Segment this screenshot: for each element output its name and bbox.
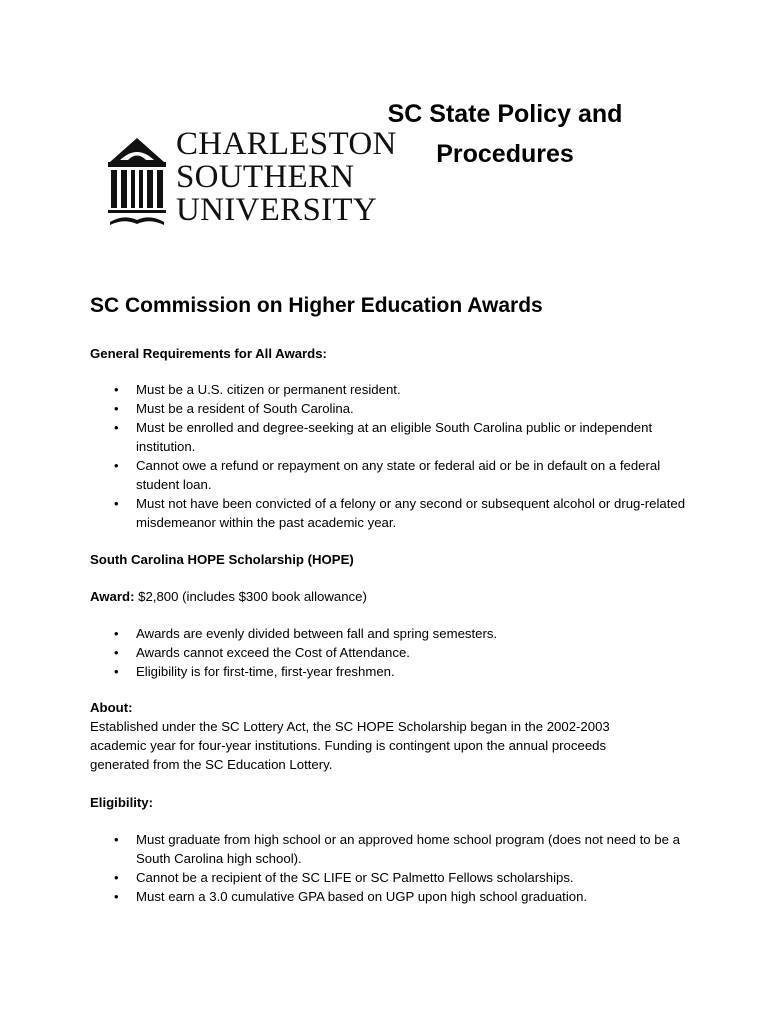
general-requirements-heading: General Requirements for All Awards: bbox=[90, 346, 327, 361]
university-logo bbox=[106, 126, 397, 232]
list-item: • Awards cannot exceed the Cost of Attendance. bbox=[90, 643, 690, 662]
list-item: • Must be a resident of South Carolina. bbox=[90, 399, 695, 418]
list-item: • Must be a U.S. citizen or permanent resident. bbox=[90, 380, 695, 399]
hope-heading: South Carolina HOPE Scholarship (HOPE) bbox=[90, 552, 354, 567]
section-heading: SC Commission on Higher Education Awards bbox=[90, 294, 543, 317]
logo-line-university: UNIVERSITY bbox=[176, 192, 377, 228]
list-item: • Cannot owe a refund or repayment on any state or federal aid or be in default on a federal student loan. bbox=[90, 456, 695, 494]
title-line-1: SC State Policy and bbox=[387, 100, 623, 128]
logo-line-southern: SOUTHERN bbox=[176, 159, 355, 195]
about-heading: About: bbox=[90, 700, 133, 715]
general-requirements-list bbox=[90, 380, 695, 532]
eligibility-heading: Eligibility: bbox=[90, 795, 154, 810]
colonnade-logo-icon bbox=[106, 132, 168, 228]
eligibility-list bbox=[90, 830, 685, 906]
list-item: • Must earn a 3.0 cumulative GPA based on UGP upon high school graduation. bbox=[90, 887, 685, 906]
list-item: • Must be enrolled and degree-seeking at an eligible South Carolina public or independent institution. bbox=[90, 418, 695, 456]
document-title bbox=[380, 94, 630, 174]
list-item: • Eligibility is for first-time, first-year freshmen. bbox=[90, 662, 690, 681]
list-item: • Awards are evenly divided between fall and spring semesters. bbox=[90, 624, 690, 643]
about-paragraph: Established under the SC Lottery Act, the SC HOPE Scholarship began in the 2002-2003 academic year for four-year institutions. Funding is contingent upon the annual proceeds generated from the SC Education Lottery. bbox=[90, 719, 610, 772]
list-item: • Must not have been convicted of a felony or any second or subsequent alcohol or drug-related misdemeanor within the past academic year. bbox=[90, 494, 695, 532]
list-item: • Must graduate from high school or an approved home school program (does not need to be a South Carolina high school). bbox=[90, 830, 685, 868]
award-label: Award: bbox=[90, 589, 135, 604]
logo-wordmark bbox=[176, 128, 397, 227]
award-line bbox=[90, 587, 690, 606]
title-line-2: Procedures bbox=[436, 140, 574, 168]
award-list bbox=[90, 624, 690, 681]
logo-line-charleston: CHARLESTON bbox=[176, 126, 397, 162]
list-item: • Cannot be a recipient of the SC LIFE or SC Palmetto Fellows scholarships. bbox=[90, 868, 685, 887]
award-value: $2,800 (includes $300 book allowance) bbox=[134, 589, 367, 604]
